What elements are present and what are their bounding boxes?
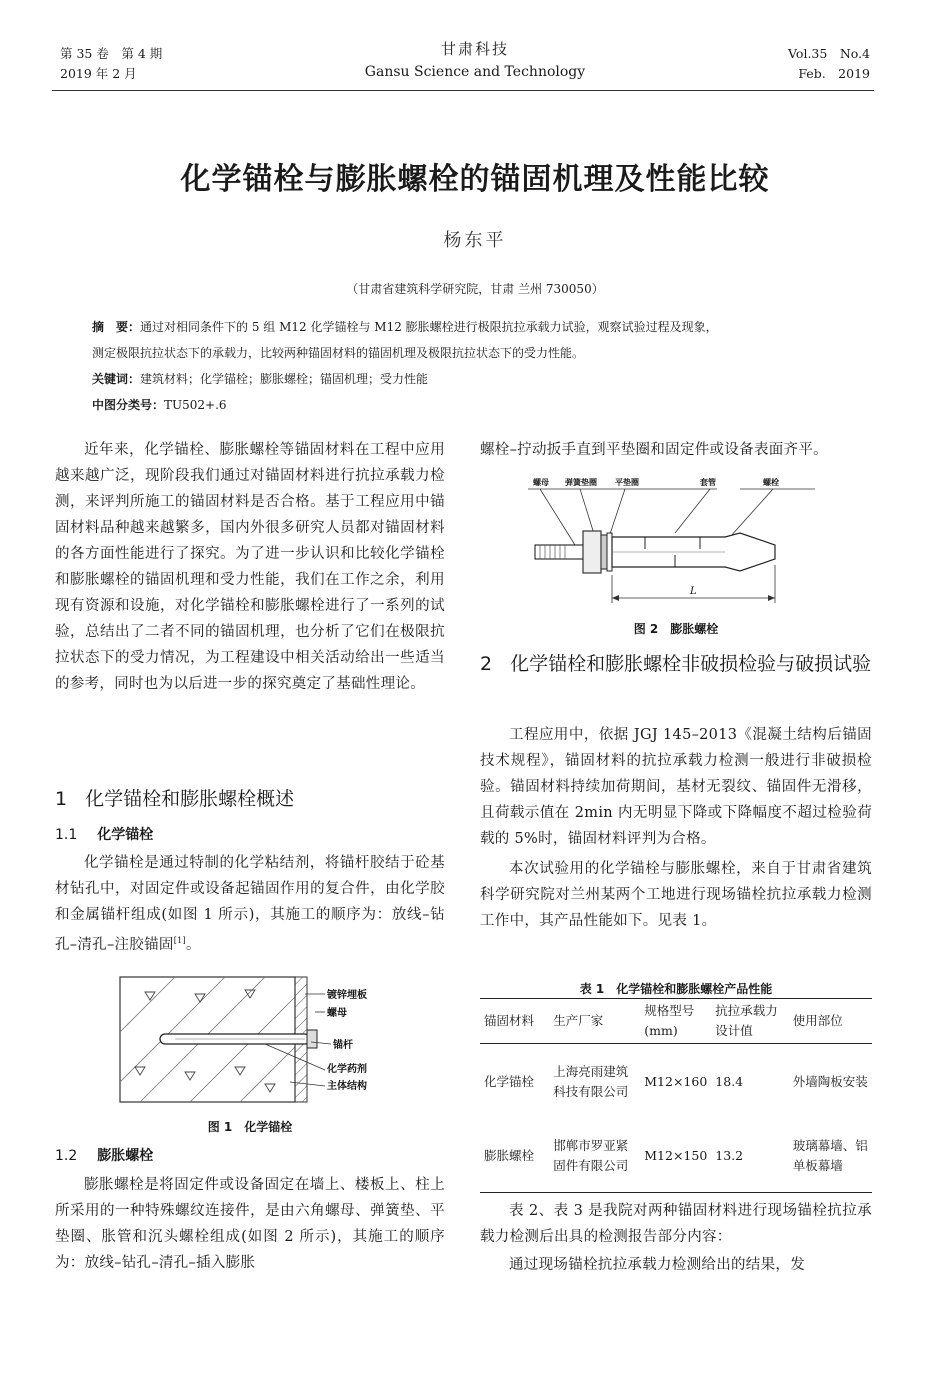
closing-paragraphs — [480, 1198, 872, 1278]
fig2-label-0: 螺母 — [533, 478, 549, 487]
spring-washer-shape — [601, 535, 607, 569]
table-row — [480, 1120, 872, 1193]
clc-number: 中图分类号：TU502+.6 — [92, 398, 227, 412]
continued-paragraph: 螺栓–拧动扳手直到平垫圈和固定件或设备表面齐平。 — [480, 442, 828, 458]
affiliation: （甘肃省建筑科学研究院，甘肃 兰州 730050） — [346, 282, 604, 296]
table-cell: 邯郸市罗亚紧固件有限公司 — [549, 1120, 640, 1193]
volume-issue-en: Vol.35 No.4 — [788, 46, 870, 61]
fig2-dimension-label: L — [690, 586, 697, 597]
table-cell: M12×150 — [640, 1120, 711, 1193]
journal-name-cn: 甘肃科技 — [440, 40, 509, 58]
clc-label: 中图分类号： — [92, 398, 165, 412]
issue-date: 2019 年 2 月 — [60, 66, 137, 81]
section-2-paragraph-2: 本次试验用的化学锚栓与膨胀螺栓，来自于甘肃省建筑科学研究院对兰州某两个工地进行现场锚栓抗拉承载力检测工作中，其产品性能如下。见表 1。 — [480, 861, 872, 929]
hex-nut-shape — [583, 531, 601, 573]
figure-2-caption: 图 2 膨胀螺栓 — [633, 622, 719, 636]
abstract — [92, 314, 872, 418]
author: 杨东平 — [443, 230, 507, 251]
fig1-label-3: 化学药剂 — [327, 1064, 367, 1075]
issue-date-en: Feb. 2019 — [798, 66, 870, 81]
fig1-label-2: 锚杆 — [333, 1040, 353, 1051]
table-1 — [480, 998, 872, 1193]
section-2-heading: 2 化学锚栓和膨胀螺栓非破损检验与破损试验 — [480, 653, 872, 675]
fig2-label-1: 弹簧垫圈 — [565, 478, 597, 487]
abstract-line1: 摘 要：通过对相同条件下的 5 组 M12 化学锚栓与 M12 膨胀螺栓进行极限抗拉承载力试验，观察试验过程及现象， — [92, 320, 718, 334]
section-1-2-paragraph: 膨胀螺栓是将固定件或设备固定在墙上、楼板上、柱上所采用的一种特殊螺纹连接件，是由六角螺母、弹簧垫、平垫圈、胀管和沉头螺栓组成(如图 2 所示)，其施工的顺序为：放线–钻孔–清孔–插入膨胀 — [55, 1177, 445, 1271]
fig1-label-4: 主体结构 — [327, 1081, 367, 1092]
header-rule — [52, 90, 874, 91]
table-header-cell: 规格型号(mm) — [640, 999, 711, 1044]
journal-name-en: Gansu Science and Technology — [364, 64, 586, 80]
table-header-row — [480, 999, 872, 1044]
closing-paragraph-2: 通过现场锚栓抗拉承载力检测给出的结果，发 — [509, 1257, 805, 1273]
table-cell: 13.2 — [711, 1120, 788, 1193]
intro-paragraph: 近年来，化学锚栓、膨胀螺栓等锚固材料在工程中应用越来越广泛，现阶段我们通过对锚固材料进行抗拉承载力检测，来评判所施工的锚固材料是否合格。基于工程应用中锚固材料品种越来越繁多，国内外很多研究人员都对锚固材料的各方面性能进行了探究。为了进一步认识和比较化学锚栓和膨胀螺栓的锚固机理和受力性能，我们在工作之余，利用现有资源和设施，对化学锚栓和膨胀螺栓进行了一系列的试验，总结出了二者不同的锚固机理，也分析了它们在极限抗拉状态下的受力情况，为工程建设中相关活动给出一些适当的参考，同时也为以后进一步的探究奠定了基础性理论。 — [55, 442, 445, 692]
table-cell: 化学锚栓 — [484, 1074, 535, 1089]
section-2-paragraphs — [480, 722, 872, 934]
figure-1-chemical-anchor — [115, 972, 405, 1112]
table-header-cell: 生产厂家 — [549, 999, 640, 1044]
issue-info — [60, 44, 162, 84]
table-cell: 18.4 — [715, 1074, 744, 1089]
fig2-label-3: 套管 — [700, 478, 716, 487]
table-header-cell: 锚固材料 — [480, 999, 549, 1044]
table-row — [480, 1044, 872, 1121]
table-cell: 玻璃幕墙、铝单板幕墙 — [789, 1120, 872, 1193]
volume-issue: 第 35 卷 第 4 期 — [60, 46, 163, 61]
paper-title: 化学锚栓与膨胀螺栓的锚固机理及性能比较 — [180, 162, 770, 197]
abstract-line2: 测定极限抗拉状态下的承载力，比较两种锚固材料的锚固机理及极限抗拉状态下的受力性能。 — [92, 346, 585, 360]
section-1-2-heading: 1.2 膨胀螺栓 — [55, 1148, 154, 1164]
keywords: 关键词：建筑材料；化学锚栓；膨胀螺栓；锚固机理；受力性能 — [92, 372, 429, 386]
table-cell: 外墙陶板安装 — [792, 1074, 868, 1089]
section-1-1-heading: 1.1 化学锚栓 — [55, 827, 154, 843]
table-header-cell: 抗拉承载力设计值 — [711, 999, 788, 1044]
table-cell: 上海亮雨建筑科技有限公司 — [553, 1064, 629, 1099]
table-header-cell: 使用部位 — [789, 999, 872, 1044]
figure-1-caption: 图 1 化学锚栓 — [207, 1120, 293, 1134]
table-1-caption: 表 1 化学锚栓和膨胀螺栓产品性能 — [579, 982, 773, 996]
table-cell: 膨胀螺栓 — [480, 1120, 549, 1193]
keywords-label: 关键词： — [92, 372, 141, 386]
fig1-label-1: 螺母 — [327, 1008, 347, 1019]
issue-info-en — [788, 44, 870, 84]
section-1-heading: 1 化学锚栓和膨胀螺栓概述 — [55, 788, 295, 810]
fig2-label-2: 平垫圈 — [615, 478, 639, 487]
fig1-label-0: 镀锌埋板 — [327, 990, 367, 1001]
flat-washer-shape — [607, 533, 612, 571]
table-cell: M12×160 — [644, 1074, 708, 1089]
figure-2-expansion-bolt — [525, 475, 825, 610]
nut-shape — [307, 1030, 317, 1048]
citation-ref: [1] — [173, 936, 186, 945]
section-2-paragraph-1: 工程应用中，依据 JGJ 145–2013《混凝土结构后锚固技术规程》，锚固材料的抗拉承载力检测一般进行非破损检验。锚固材料持续加荷期间，基材无裂纹、锚固件无滑移，且荷载示值在 2min 内无明显下降或下降幅度不超过检验荷载的 5%时，锚固材料评判为合格。 — [480, 727, 872, 847]
fig2-label-4: 螺栓 — [763, 478, 779, 487]
abstract-label: 摘 要： — [92, 320, 141, 334]
closing-paragraph-1: 表 2、表 3 是我院对两种锚固材料进行现场锚栓抗拉承载力检测后出具的检测报告部分内容： — [480, 1203, 872, 1245]
journal-name — [300, 38, 650, 80]
section-1-1-paragraph: 化学锚栓是通过特制的化学粘结剂，将锚杆胶结于砼基材钻孔中，对固定件或设备起锚固作用的复合件，由化学胶和金属锚杆组成(如图 1 所示)，其施工的顺序为：放线–钻孔–清孔–注胶锚固[1]。 — [55, 855, 445, 953]
